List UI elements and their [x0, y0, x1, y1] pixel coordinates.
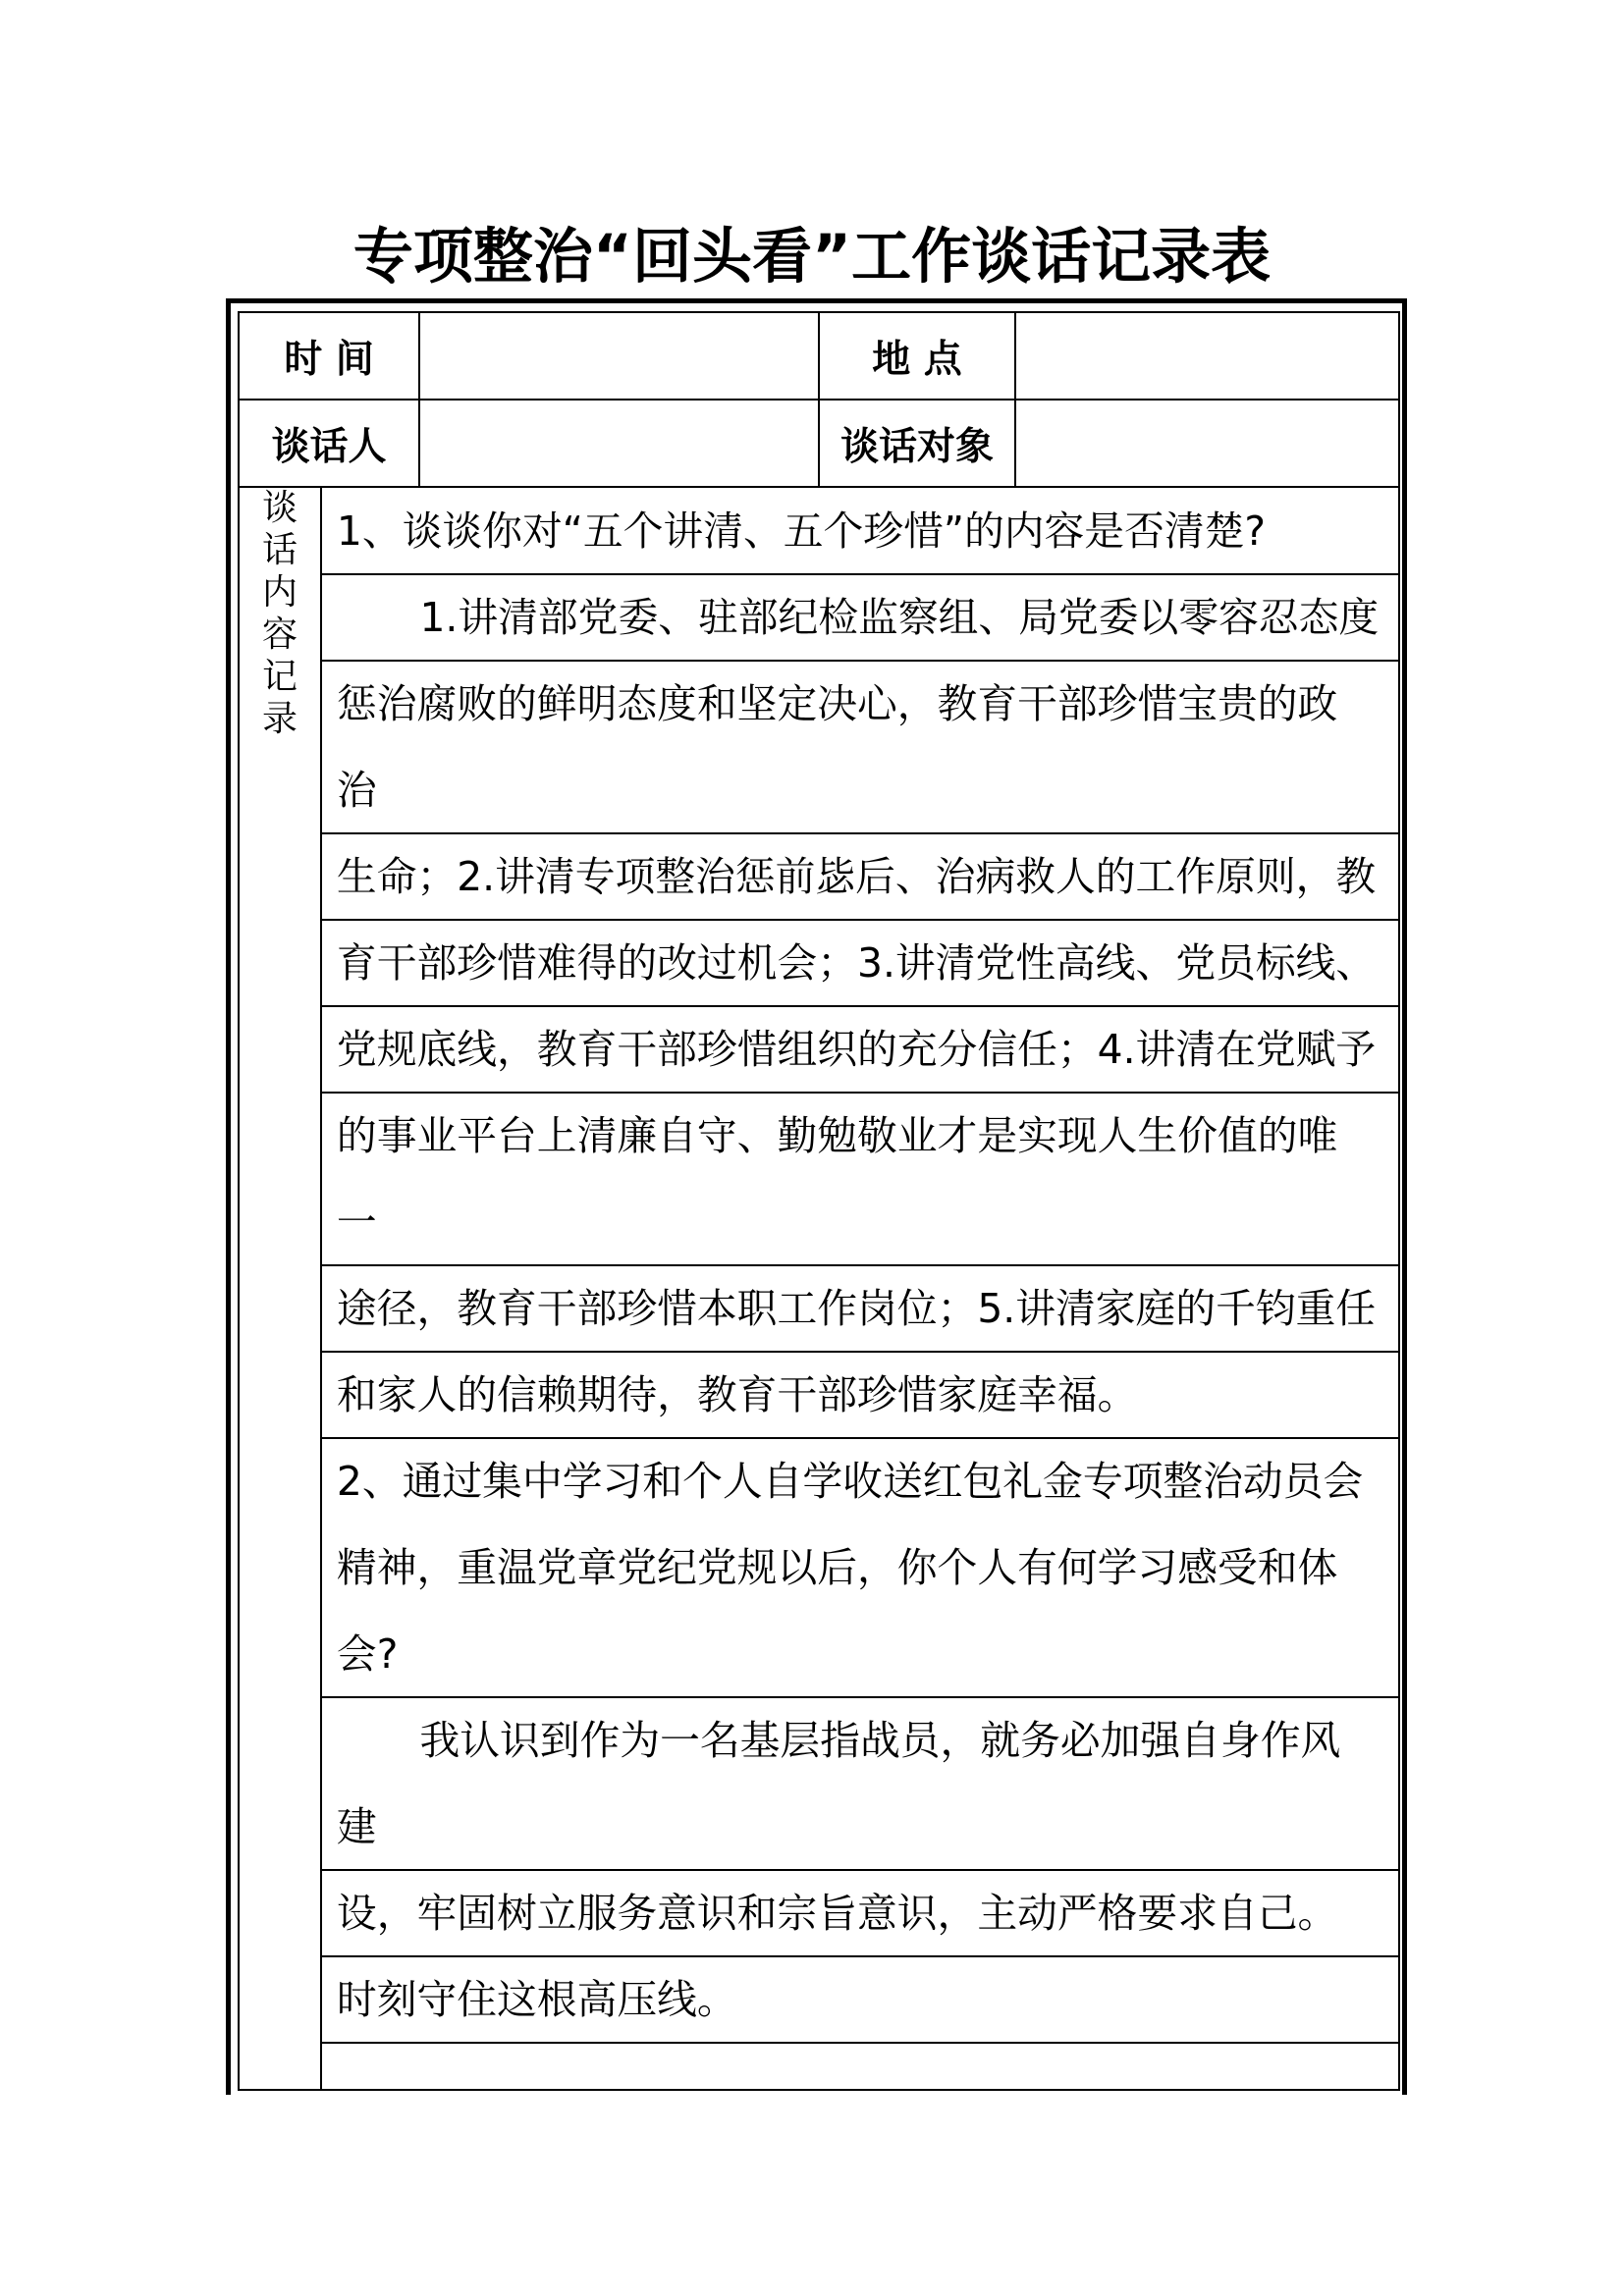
content-row: [322, 833, 1398, 920]
content-row: [322, 574, 1398, 661]
place-field[interactable]: [1016, 313, 1398, 399]
content-line: 1.讲清部党委、驻部纪检监察组、局党委以零容忍态度: [419, 594, 1380, 641]
content-row: [322, 661, 1398, 833]
content-line: 的事业平台上清廉自守、勤勉敬业才是实现人生价值的唯: [336, 1112, 1338, 1159]
content-line: 时刻守住这根高压线。: [336, 1976, 737, 2023]
content-line: [322, 2043, 1392, 2129]
content-line: 1、谈谈你对“五个讲清、五个珍惜”的内容是否清楚?: [336, 507, 1267, 555]
content-line: 和家人的信赖期待，教育干部珍惜家庭幸福。: [336, 1371, 1138, 1418]
content-row: [322, 1438, 1398, 1697]
content-row: [322, 488, 1398, 574]
target-field[interactable]: [1016, 400, 1398, 486]
section-label-char: 录: [261, 699, 298, 739]
content-row: [322, 1006, 1398, 1093]
content-line: 精神，重温党章党纪党规以后，你个人有何学习感受和体: [336, 1544, 1338, 1591]
content-line: 途径，教育干部珍惜本职工作岗位；5.讲清家庭的千钧重任: [336, 1285, 1377, 1332]
content-line: 治: [336, 767, 377, 814]
section-label-char: 容: [261, 614, 298, 655]
content-row: [322, 1093, 1398, 1265]
target-label: 谈话对象: [839, 424, 994, 469]
section-label-char: 谈: [261, 488, 298, 528]
time-field[interactable]: [420, 313, 818, 399]
content-line: 党规底线，教育干部珍惜组织的充分信任；4.讲清在党赋予: [336, 1026, 1377, 1073]
content-row: [322, 1265, 1398, 1352]
document-title: 专项整治“回头看”工作谈话记录表: [352, 222, 1272, 292]
content-row: [322, 1870, 1398, 1956]
content-line: 生命；2.讲清专项整治惩前毖后、治病救人的工作原则，教: [336, 853, 1377, 900]
place-label: 地 点: [872, 337, 962, 382]
time-label: 时 间: [284, 337, 374, 382]
content-row: [322, 1352, 1398, 1438]
content-line: 一: [336, 1199, 377, 1246]
content-line: 惩治腐败的鲜明态度和坚定决心，教育干部珍惜宝贵的政: [336, 680, 1338, 727]
content-row: [322, 1697, 1398, 1870]
talker-field[interactable]: [420, 400, 818, 486]
content-line: 2、通过集中学习和个人自学收送红包礼金专项整治动员会: [336, 1458, 1364, 1505]
content-line: 会?: [336, 1630, 399, 1678]
content-row: [322, 1956, 1398, 2043]
section-label-char: 话: [261, 530, 298, 570]
content-line: 设，牢固树立服务意识和宗旨意识，主动严格要求自己。: [336, 1890, 1338, 1937]
content-line: 育干部珍惜难得的改过机会；3.讲清党性高线、党员标线、: [336, 939, 1377, 987]
section-label-char: 内: [261, 572, 298, 613]
content-row: [322, 920, 1398, 1006]
content-row: [322, 2043, 1398, 2129]
section-label-char: 记: [261, 657, 298, 697]
content-line: 建: [336, 1803, 377, 1850]
section-label-talk-content: [240, 487, 320, 740]
content-line: 我认识到作为一名基层指战员，就务必加强自身作风: [419, 1717, 1341, 1764]
talker-label: 谈话人: [271, 424, 387, 469]
